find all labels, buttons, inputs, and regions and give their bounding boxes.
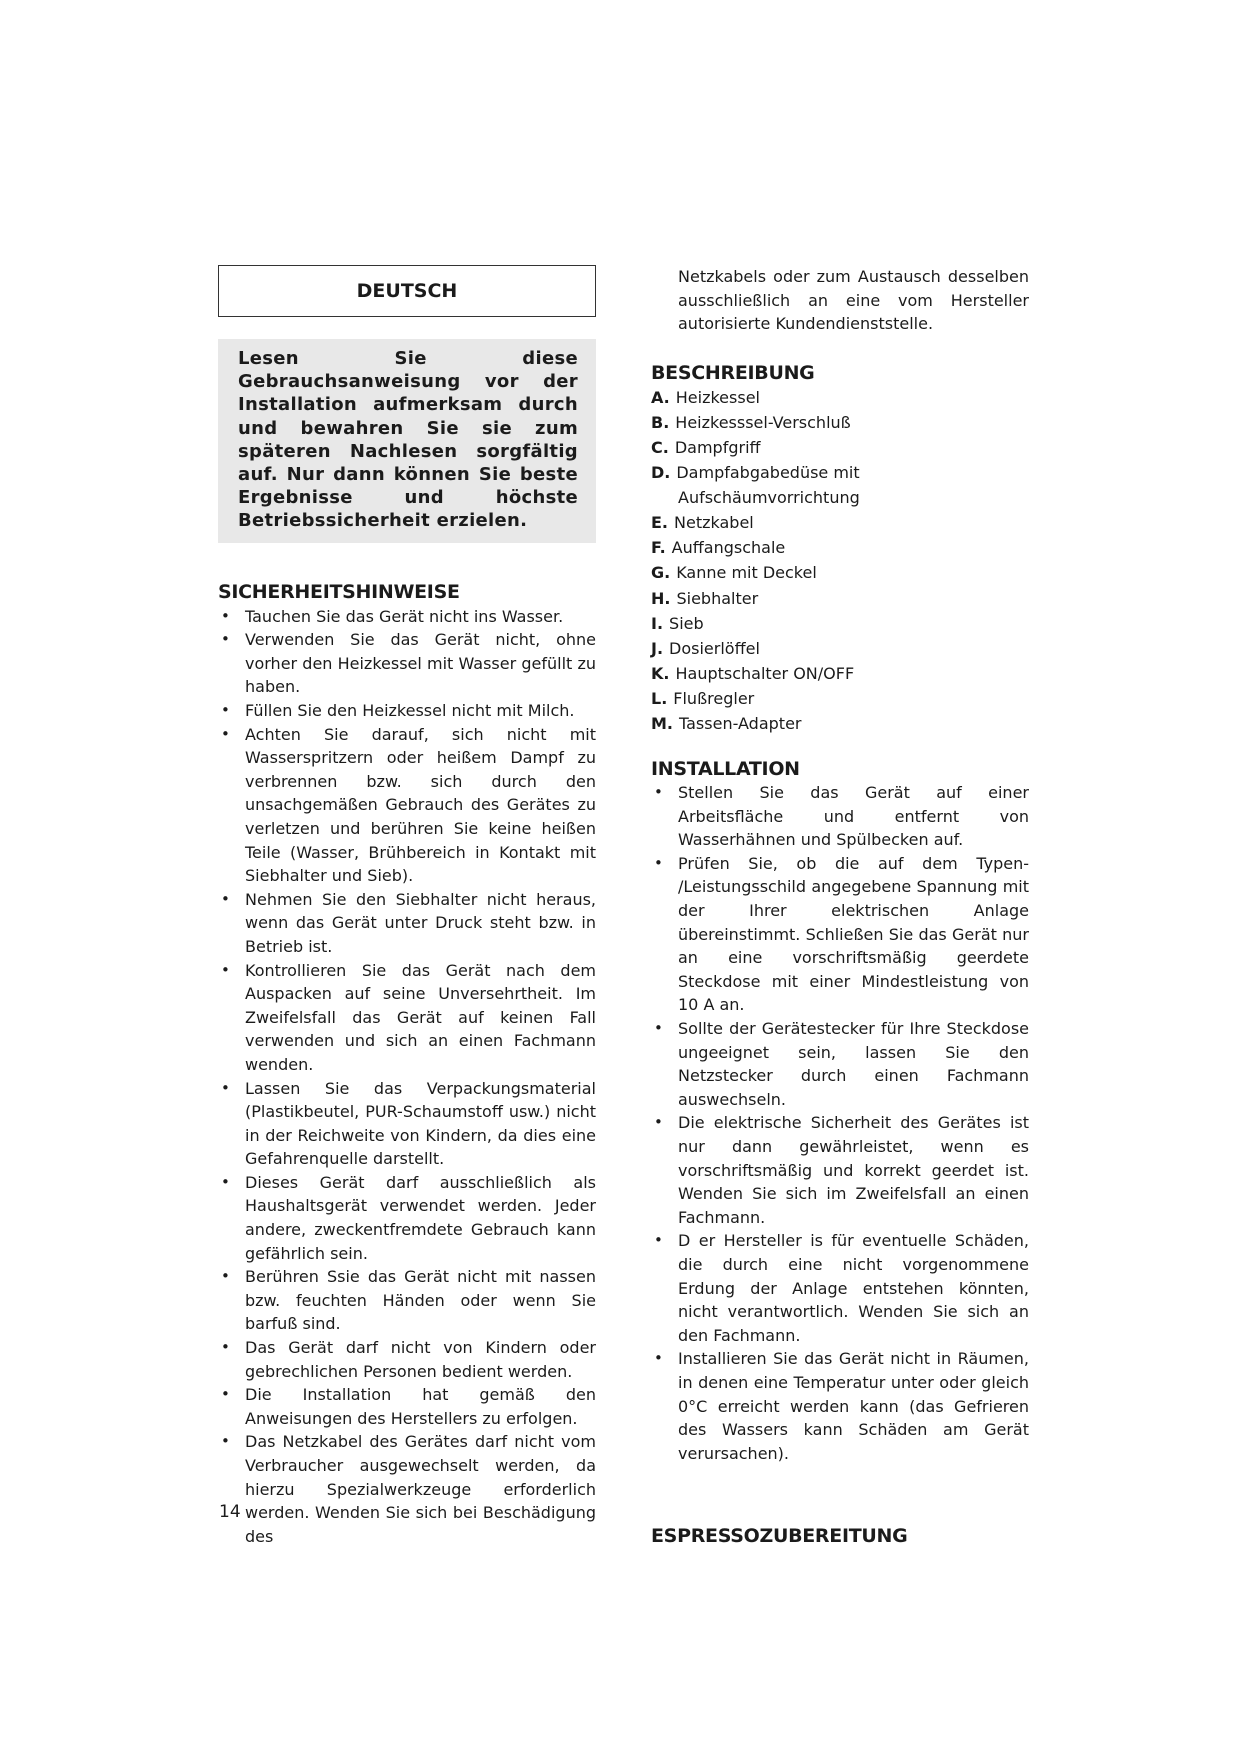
list-item: • Prüfen Sie, ob die auf dem Typen- /Leistungsschild angegebene Spannung mit der Ihrer elektrischen Anlage übereinstimmt. Schließen Sie das Gerät nur an eine vorschriftsmäßig geerdete Steckdose mit einer Mindestleistung von 10 A an. (651, 852, 1029, 1017)
description-section-title: BESCHREIBUNG (651, 361, 815, 384)
list-item: L. Flußregler (651, 688, 755, 708)
list-item: • Stellen Sie das Gerät auf einer Arbeitsfläche und entfernt von Wasserhähnen und Spülbecken auf. (651, 781, 1029, 852)
list-item: C. Dampfgriff (651, 437, 761, 457)
list-item: • Dieses Gerät darf ausschließlich als Haushaltsgerät verwendet werden. Jeder andere, zweckentfremdete Gebrauch kann gefährlich sein. (218, 1171, 596, 1265)
page-number: 14 (219, 1502, 241, 1522)
list-item: B. Heizkesssel-Verschluß (651, 412, 851, 432)
list-item: • Das Gerät darf nicht von Kindern oder gebrechlichen Personen bedient werden. (218, 1336, 596, 1383)
list-item: • Kontrollieren Sie das Gerät nach dem Auspacken auf seine Unversehrtheit. Im Zweifelsfall das Gerät auf keinen Fall verwenden und sich an einen Fachmann wenden. (218, 959, 596, 1077)
list-item: E. Netzkabel (651, 513, 754, 533)
safety-section-title: SICHERHEITSHINWEISE (218, 580, 460, 603)
list-item: I. Sieb (651, 613, 704, 633)
safety-list (218, 605, 596, 1549)
list-item: H. Siebhalter (651, 588, 759, 608)
list-item: • Tauchen Sie das Gerät nicht ins Wasser. (218, 605, 596, 629)
list-item: • Füllen Sie den Heizkessel nicht mit Milch. (218, 699, 596, 723)
espresso-section-title: ESPRESSOZUBEREITUNG (651, 1525, 908, 1548)
list-item: K. Hauptschalter ON/OFF (651, 663, 855, 683)
list-item: • D er Hersteller is für eventuelle Schäden, die durch eine nicht vorgenommene Erdung der Anlage entstehen könnten, nicht verantwortlich. Wenden Sie sich an den Fachmann. (651, 1229, 1029, 1347)
list-item: • Installieren Sie das Gerät nicht in Räumen, in denen eine Temperatur unter oder gleich 0°C erreicht werden kann (das Gefrieren des Wassers kann Schäden am Gerät verursachen). (651, 1347, 1029, 1465)
list-item: • Die elektrische Sicherheit des Gerätes ist nur dann gewährleistet, wenn es vorschriftsmäßig und korrekt geerdet ist. Wenden Sie sich im Zweifelsfall an einen Fachmann. (651, 1111, 1029, 1229)
right-column (651, 265, 1029, 1547)
list-item: G. Kanne mit Deckel (651, 563, 817, 583)
left-column (218, 265, 596, 1548)
list-item: M. Tassen-Adapter (651, 714, 802, 733)
list-item: • Achten Sie darauf, sich nicht mit Wasserspritzern oder heißem Dampf zu verbrennen bzw. sich durch den unsachgemäßen Gebrauch des Gerätes zu verletzen und berühren Sie keine heißen Teile (Wasser, Brühbereich in Kontakt mit Siebhalter und Sieb). (218, 723, 596, 888)
list-item: • Sollte der Gerätestecker für Ihre Steckdose ungeeignet sein, lassen Sie den Netzstecker durch einen Fachmann auswechseln. (651, 1017, 1029, 1111)
continued-text: Netzkabels oder zum Austausch desselben ausschließlich an eine vom Hersteller autorisierte Kundendienststelle. (678, 267, 1029, 334)
list-item: • Verwenden Sie das Gerät nicht, ohne vorher den Heizkessel mit Wasser gefüllt zu haben. (218, 628, 596, 699)
installation-section-title: INSTALLATION (651, 758, 800, 781)
language-label: DEUTSCH (356, 280, 458, 302)
list-item: • Lassen Sie das Verpackungsmaterial (Plastikbeutel, PUR-Schaumstoff usw.) nicht in der Reichweite von Kindern, da dies eine Gefahrenquelle darstellt. (218, 1077, 596, 1171)
list-item: • Das Netzkabel des Gerätes darf nicht vom Verbraucher ausgewechselt werden, da hierzu Spezialwerkzeuge erforderlich werden. Wenden Sie sich bei Beschädigung des (218, 1430, 596, 1548)
list-item: • Berühren Ssie das Gerät nicht mit nassen bzw. feuchten Händen oder wenn Sie barfuß sind. (218, 1265, 596, 1336)
language-heading-box (218, 265, 596, 317)
installation-list (651, 781, 1029, 1465)
intro-notice: Lesen Sie diese Gebrauchsanweisung vor der Installation aufmerksam durch und bewahren Sie sie zum späteren Nachlesen sorgfältig auf. Nur dann können Sie beste Ergebnisse und höchste Betriebssicherheit erzielen. (218, 339, 596, 543)
list-item: F. Auffangschale (651, 538, 786, 558)
parts-list (651, 385, 1029, 736)
list-item: • Nehmen Sie den Siebhalter nicht heraus, wenn das Gerät unter Druck steht bzw. in Betrieb ist. (218, 888, 596, 959)
list-item: D. Dampfabgabedüse mit Aufschäumvorrichtung (651, 463, 860, 508)
list-item: A. Heizkessel (651, 387, 760, 407)
list-item: J. Dosierlöffel (651, 638, 760, 658)
list-item: • Die Installation hat gemäß den Anweisungen des Herstellers zu erfolgen. (218, 1383, 596, 1430)
